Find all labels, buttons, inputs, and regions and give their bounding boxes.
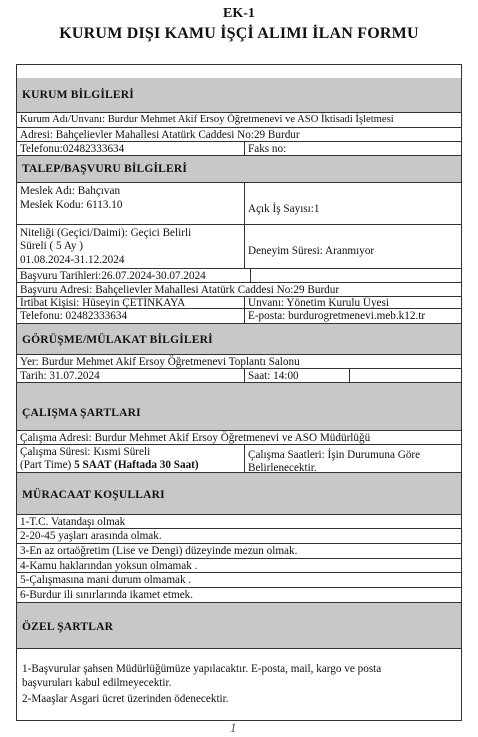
kurum-fax: Faks no:: [244, 142, 461, 155]
calisma-hours-line2: Belirlenecektir.: [248, 462, 317, 472]
kurum-phone: Telefonu:02482333634: [20, 143, 125, 155]
talep-nature-row: [17, 224, 461, 268]
talep-contact-row: [17, 296, 461, 308]
talep-dates-row: [17, 268, 461, 282]
talep-job-name: Meslek Adı: Bahçıvan: [20, 185, 121, 197]
talep-contact-title: Unvanı: Yönetim Kurulu Üyesi: [244, 297, 461, 308]
ozel-para-1-line2: başvuruları kabul edilmeyecektir.: [22, 677, 172, 689]
talep-phone-row: [17, 308, 461, 323]
calisma-weekly-hours: 5 SAAT (Haftada 30 Saat): [74, 459, 199, 471]
annex-label: EK-1: [223, 6, 255, 21]
section-muracaat: MÜRACAAT KOŞULLARI: [17, 472, 461, 514]
kurum-phone-row: [17, 141, 461, 155]
calisma-duration-line1: Çalışma Süresi: Kısmi Süreli: [20, 446, 151, 458]
calisma-parttime: (Part Time): [20, 459, 75, 471]
calisma-hours-line1: Çalışma Saatleri: İşin Durumuna Göre: [248, 449, 421, 461]
gorusme-date: Tarih: 31.07.2024: [20, 370, 100, 382]
ozel-para-1-line1: 1-Başvurular şahsen Müdürlüğümüze yapılacaktır. E-posta, mail, kargo ve posta: [22, 663, 382, 675]
section-ozel: ÖZEL ŞARTLAR: [17, 602, 461, 648]
ozel-para-2: 2-Maaşlar Asgari ücret üzerinden ödenecektir.: [22, 693, 229, 705]
section-calisma: ÇALIŞMA ŞARTLARI: [17, 382, 461, 430]
gorusme-datetime-row: [17, 368, 461, 382]
condition-item: 2-20-45 yaşları arasında olmak.: [17, 528, 461, 543]
section-gorusme: GÖRÜŞME/MÜLAKAT BİLGİLERİ: [17, 323, 461, 354]
talep-address: Başvuru Adresi: Bahçelievler Mahallesi Atatürk Caddesi No:29 Burdur: [17, 282, 461, 296]
section-talep: TALEP/BAŞVURU BİLGİLERİ: [17, 155, 461, 182]
talep-trial: Deneyim Süresi: Aranmıyor: [244, 225, 461, 268]
gorusme-place: Yer: Burdur Mehmet Akif Ersoy Öğretmenevi Toplantı Salonu: [17, 354, 461, 368]
gorusme-time: Saat: 14:00: [244, 369, 350, 382]
condition-item: 3-En az ortaöğretim (Lise ve Dengi) düzeyinde mezun olmak.: [17, 543, 461, 558]
talep-contact: İrtibat Kişisi: Hüseyin ÇETİNKAYA: [20, 297, 186, 308]
condition-item: 6-Burdur ili sınırlarında ikamet etmek.: [17, 587, 461, 602]
talep-nature-line1: Niteliği (Geçici/Daimi): Geçici Belirli: [20, 227, 192, 239]
talep-nature-cell: [17, 225, 244, 268]
talep-job-row: [17, 182, 461, 224]
condition-item: 5-Çalışmasına mani durum olmamak .: [17, 572, 461, 587]
talep-openings: Açık İş Sayısı:1: [244, 183, 461, 224]
talep-nature-line3: 01.08.2024-31.12.2024: [20, 254, 125, 266]
ozel-para-1: [22, 662, 454, 690]
calisma-duration-cell: [17, 445, 244, 472]
talep-email: E-posta: burdurogretmenevi.meb.k12.tr: [244, 309, 461, 323]
form-title: KURUM DIŞI KAMU İŞÇİ ALIMI İLAN FORMU: [59, 25, 419, 42]
page-mark: 1: [230, 720, 237, 735]
talep-job-cell: [17, 183, 244, 224]
kurum-address: Adresi: Bahçelievler Mahallesi Atatürk Caddesi No:29 Burdur: [17, 127, 461, 141]
talep-job-code: Meslek Kodu: 6113.10: [20, 199, 123, 211]
condition-item: 1-T.C. Vatandaşı olmak: [17, 514, 461, 528]
calisma-duration-row: [17, 444, 461, 472]
talep-phone: Telefonu: 02482333634: [20, 310, 128, 322]
kurum-name: Kurum Adı/Unvanı: Burdur Mehmet Akif Ersoy Öğretmenevi ve ASO İktisadi İşletmesi: [17, 112, 461, 127]
section-kurum: KURUM BİLGİLERİ: [17, 78, 461, 112]
calisma-address: Çalışma Adresi: Burdur Mehmet Akif Ersoy Öğretmenevi ve ASO Müdürlüğü: [17, 430, 461, 444]
condition-item: 4-Kamu haklarından yoksun olmamak .: [17, 558, 461, 572]
calisma-hours-cell: [244, 445, 461, 472]
talep-nature-line2: Süreli ( 5 Ay ): [20, 240, 83, 252]
talep-dates: Başvuru Tarihleri:26.07.2024-30.07.2024: [17, 269, 251, 282]
calisma-duration-line2: [20, 459, 244, 471]
